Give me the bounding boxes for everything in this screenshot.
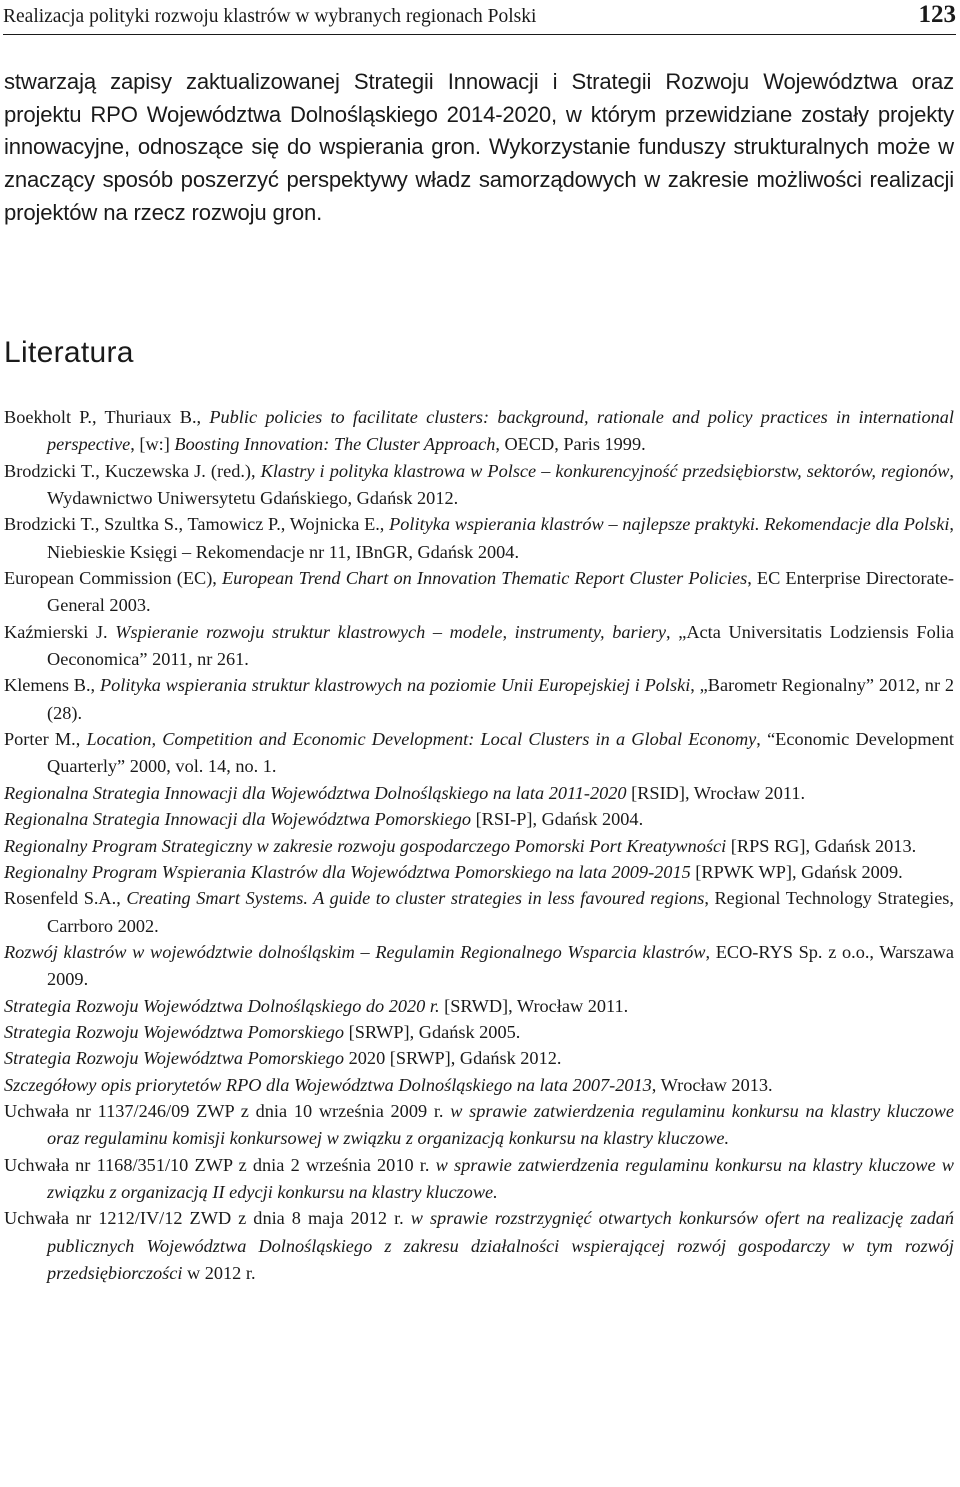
reference-entry <box>4 1098 954 1153</box>
reference-title-italic: w sprawie rozstrzygnięć otwartych konkursów ofert na realizację zadań publicznych Województwa Dolnośląskiego z zakresu działalności wspierającej rozwój gospodarczy w tym rozwój przedsiębiorczości <box>47 1208 954 1283</box>
reference-text: , Regional Technology Strategies, Carrboro 2002. <box>47 888 954 936</box>
reference-title-italic: Regionalny Program Wspierania Klastrów dla Województwa Pomorskiego na lata 2009-2015 <box>4 861 691 882</box>
reference-entry <box>4 404 954 459</box>
reference-entry <box>4 833 954 860</box>
reference-text: , “Economic Development Quarterly” 2000, vol. 14, no. 1. <box>47 729 954 777</box>
reference-text: 2020 [SRWP], Gdańsk 2012. <box>344 1048 562 1069</box>
reference-entry <box>4 939 954 994</box>
reference-text: Brodzicki T., Szultka S., Tamowicz P., Wojnicka E., <box>4 514 390 535</box>
reference-text: , OECD, Paris 1999. <box>495 434 646 455</box>
reference-entry <box>4 458 954 513</box>
reference-text: , [w:] <box>130 434 175 455</box>
reference-text: w 2012 r. <box>182 1263 256 1283</box>
reference-entry <box>4 806 954 833</box>
reference-title-italic: w sprawie zatwierdzenia regulaminu konkursu na klastry kluczowe oraz regulaminu komisji konkursowej w związku z organizacją konkursu na klastry kluczowe. <box>47 1100 954 1149</box>
reference-text: [RSI-P], Gdańsk 2004. <box>471 809 644 830</box>
reference-text: Porter M., <box>4 729 87 750</box>
reference-text: Rosenfeld S.A., <box>4 888 127 909</box>
reference-title-italic: Strategia Rozwoju Województwa Pomorskiego <box>4 1048 345 1069</box>
reference-text: [RPS RG], Gdańsk 2013. <box>726 835 917 856</box>
reference-title-italic: Wspieranie rozwoju struktur klastrowych – modele, instrumenty, bariery <box>115 621 667 642</box>
reference-text: , EC Enterprise Directorate-General 2003. <box>47 568 954 616</box>
reference-title-italic: Regionalna Strategia Innowacji dla Województwa Pomorskiego <box>4 809 471 830</box>
reference-text: [SRWD], Wrocław 2011. <box>439 995 629 1016</box>
reference-entry <box>4 1045 954 1072</box>
running-title: Realizacja polityki rozwoju klastrów w wybranych regionach Polski <box>3 6 537 27</box>
reference-title-italic: Strategia Rozwoju Województwa Dolnośląskiego do 2020 r. <box>4 995 440 1016</box>
reference-entry <box>4 859 954 886</box>
reference-text: , Wydawnictwo Uniwersytetu Gdańskiego, Gdańsk 2012. <box>47 460 954 509</box>
reference-text: Uchwała nr 1168/351/10 ZWP z dnia 2 września 2010 r. <box>4 1154 436 1175</box>
reference-entry <box>4 780 954 807</box>
reference-text: Klemens B., <box>4 675 100 696</box>
reference-text: Brodzicki T., Kuczewska J. (red.), <box>4 460 261 481</box>
reference-text: Uchwała nr 1137/246/09 ZWP z dnia 10 września 2009 r. <box>4 1100 451 1121</box>
page-number: 123 <box>918 1 956 28</box>
reference-text: [RSID], Wrocław 2011. <box>626 782 806 803</box>
reference-title-italic: Polityka wspierania klastrów – najlepsze praktyki. Rekomendacje dla Polski <box>389 514 950 535</box>
reference-text: , ECO-RYS Sp. z o.o., Warszawa 2009. <box>47 941 954 990</box>
section-heading: Literatura <box>4 336 134 369</box>
running-header <box>3 0 956 35</box>
reference-entry <box>4 619 954 674</box>
reference-text: , Niebieskie Księgi – Rekomendacje nr 11, IBnGR, Gdańsk 2004. <box>47 514 954 562</box>
reference-entry <box>4 726 954 781</box>
reference-text: , „Acta Universitatis Lodziensis Folia Oeconomica” 2011, nr 261. <box>47 621 955 670</box>
reference-entry <box>4 672 954 727</box>
reference-title-italic: Polityka wspierania struktur klastrowych na poziomie Unii Europejskiej i Polski <box>99 675 691 696</box>
reference-text: [SRWP], Gdańsk 2005. <box>344 1021 521 1042</box>
reference-title-italic: w sprawie zatwierdzenia regulaminu konkursu na klastry kluczowe w związku z organizacją II edycji konkursu na klastry kluczowe. <box>47 1154 954 1202</box>
reference-title-italic: Klastry i polityka klastrowa w Polsce – konkurencyjność przedsiębiorstw, sektorów, regionów <box>260 460 950 481</box>
reference-title-italic: Location, Competition and Economic Development: Local Clusters in a Global Economy <box>86 729 757 750</box>
reference-text: [RPWK WP], Gdańsk 2009. <box>690 861 903 882</box>
reference-title-italic: Regionalny Program Strategiczny w zakresie rozwoju gospodarczego Pomorski Port Kreatywności <box>4 835 727 856</box>
reference-entry <box>4 565 954 620</box>
reference-title-italic: Rozwój klastrów w województwie dolnośląskim – Regulamin Regionalnego Wsparcia klastrów <box>4 941 706 962</box>
reference-text: European Commission (EC), <box>4 568 223 589</box>
body-paragraph: stwarzają zapisy zaktualizowanej Strategii Innowacji i Strategii Rozwoju Województwa oraz projektu RPO Województwa Dolnośląskiego 2014-2020, w którym przewidziane zostały projekty innowacyjne, odnoszące się do wspierania gron. Wykorzystanie funduszy strukturalnych może w znaczący sposób poszerzyć perspektywy władz samorządowych w zakresie możliwości realizacji projektów na rzecz rozwoju gron. <box>4 69 954 225</box>
reference-title-italic: Strategia Rozwoju Województwa Pomorskiego <box>4 1021 345 1042</box>
reference-entry <box>4 1072 954 1099</box>
reference-text: Kaźmierski J. <box>4 621 116 642</box>
reference-entry <box>4 1205 954 1287</box>
reference-title-italic: European Trend Chart on Innovation Thematic Report Cluster Policies <box>222 568 748 589</box>
reference-title-italic: Szczegółowy opis priorytetów RPO dla Województwa Dolnośląskiego na lata 2007-2013 <box>4 1074 652 1095</box>
reference-entry <box>4 993 954 1020</box>
reference-title-italic: Regionalna Strategia Innowacji dla Województwa Dolnośląskiego na lata 2011-2020 <box>4 782 627 803</box>
reference-entry <box>4 1019 954 1046</box>
reference-text: , „Barometr Regionalny” 2012, nr 2 (28). <box>47 675 954 723</box>
reference-text: , Wrocław 2013. <box>651 1074 773 1095</box>
reference-text: Uchwała nr 1212/IV/12 ZWD z dnia 8 maja 2012 r. <box>4 1208 411 1229</box>
reference-title-italic: Public policies to facilitate clusters: background, rationale and policy practices in international perspective <box>47 407 954 455</box>
reference-list <box>4 404 954 1287</box>
reference-title-italic: Boosting Innovation: The Cluster Approach <box>174 434 496 455</box>
reference-entry <box>4 511 954 566</box>
reference-entry <box>4 1152 954 1207</box>
reference-entry <box>4 885 954 940</box>
reference-title-italic: Creating Smart Systems. A guide to cluster strategies in less favoured regions <box>126 888 705 909</box>
reference-text: Boekholt P., Thuriaux B., <box>4 407 210 427</box>
